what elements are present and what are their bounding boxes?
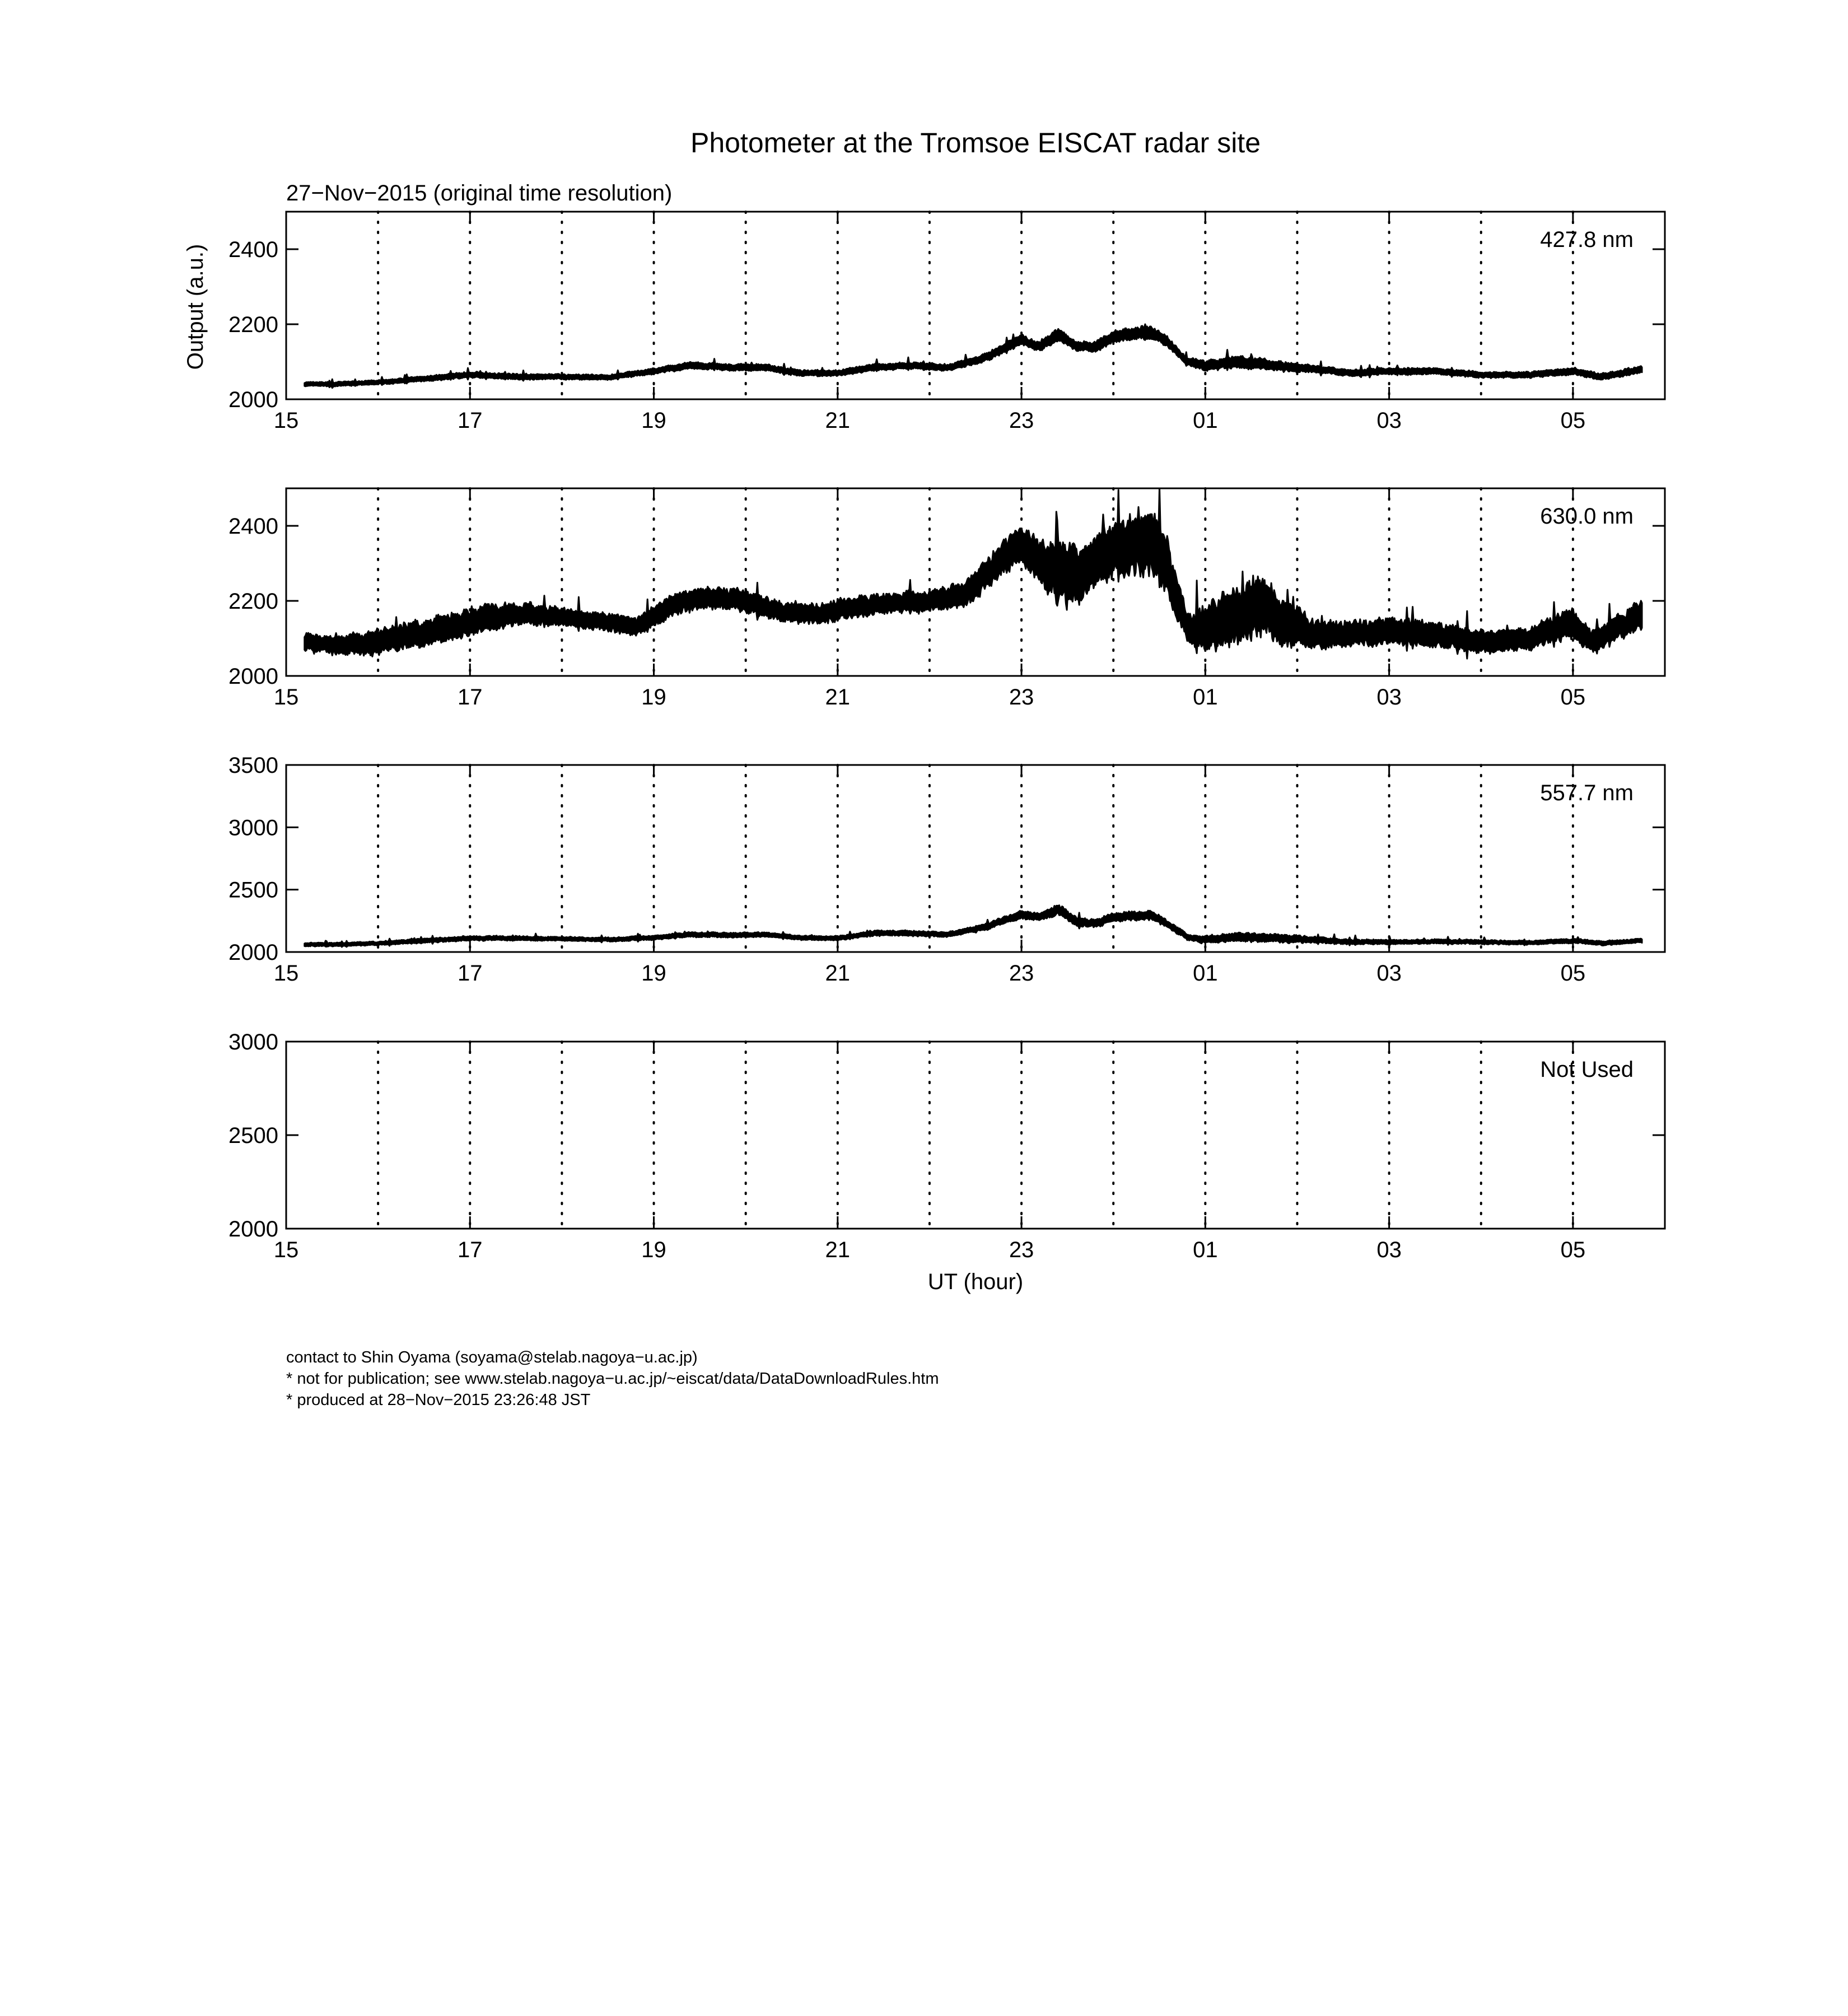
y-tick-label: 3000 [228,1030,278,1054]
panel-2 [228,487,1665,710]
panel-3 [228,753,1665,986]
footer-line-3: * produced at 28−Nov−2015 23:26:48 JST [286,1391,591,1409]
x-tick-label: 01 [1193,1238,1218,1262]
y-tick-label: 2500 [228,878,278,903]
x-tick-label: 23 [1009,408,1034,433]
x-axis-label: UT (hour) [927,1270,1024,1294]
y-tick-label: 2200 [228,312,278,337]
series-line [305,906,1642,947]
series-line [305,487,1642,659]
y-tick-label: 2000 [228,664,278,689]
y-tick-label: 2000 [228,388,278,412]
chart-title: Photometer at the Tromsoe EISCAT radar site [690,127,1261,158]
x-tick-label: 15 [273,408,299,433]
x-tick-label: 15 [273,685,299,710]
x-tick-label: 19 [641,685,666,710]
x-tick-label: 19 [641,1238,666,1262]
legend-label: 630.0 nm [1540,504,1634,529]
x-tick-label: 05 [1560,408,1586,433]
series-line [305,324,1642,388]
x-tick-label: 19 [641,961,666,986]
x-tick-label: 21 [825,961,851,986]
panels [228,212,1665,1262]
x-tick-label: 21 [825,408,851,433]
y-tick-label: 2500 [228,1123,278,1148]
x-tick-label: 05 [1560,961,1586,986]
x-tick-label: 01 [1193,408,1218,433]
y-tick-label: 3000 [228,815,278,841]
x-tick-label: 19 [641,408,666,433]
x-tick-label: 17 [458,408,483,433]
y-tick-label: 2200 [228,589,278,614]
legend-label: 427.8 nm [1540,227,1634,252]
y-tick-label: 2000 [228,1217,278,1242]
y-tick-label: 2000 [228,940,278,965]
x-tick-label: 17 [458,1238,483,1262]
series-group [305,906,1642,947]
x-tick-label: 05 [1560,685,1586,710]
chart-subtitle: 27−Nov−2015 (original time resolution) [286,181,673,206]
legend-label: Not Used [1540,1057,1634,1082]
x-tick-label: 05 [1560,1238,1586,1262]
x-tick-label: 15 [273,961,299,986]
panel-4 [228,1030,1665,1262]
x-tick-label: 03 [1376,961,1402,986]
panel-1 [228,212,1665,433]
y-axis-label: Output (a.u.) [183,244,208,370]
x-tick-label: 23 [1009,1238,1034,1262]
y-tick-label: 2400 [228,237,278,262]
x-tick-label: 17 [458,685,483,710]
x-tick-label: 21 [825,1238,851,1262]
axes-box [286,1042,1665,1229]
series-group [305,487,1642,659]
series-group [305,324,1642,388]
x-tick-label: 01 [1193,685,1218,710]
footer-line-1: contact to Shin Oyama (soyama@stelab.nagoya−u.ac.jp) [286,1348,698,1366]
x-tick-label: 17 [458,961,483,986]
footer-line-2: * not for publication; see www.stelab.nagoya−u.ac.jp/~eiscat/data/DataDownloadRules.htm [286,1370,939,1388]
x-tick-label: 01 [1193,961,1218,986]
x-tick-label: 23 [1009,685,1034,710]
legend-label: 557.7 nm [1540,781,1634,805]
x-tick-label: 21 [825,685,851,710]
x-tick-label: 23 [1009,961,1034,986]
y-tick-label: 2400 [228,514,278,539]
x-tick-label: 03 [1376,685,1402,710]
x-tick-label: 03 [1376,408,1402,433]
x-tick-label: 15 [273,1238,299,1262]
y-tick-label: 3500 [228,753,278,778]
x-tick-label: 03 [1376,1238,1402,1262]
axes-box [286,765,1665,952]
